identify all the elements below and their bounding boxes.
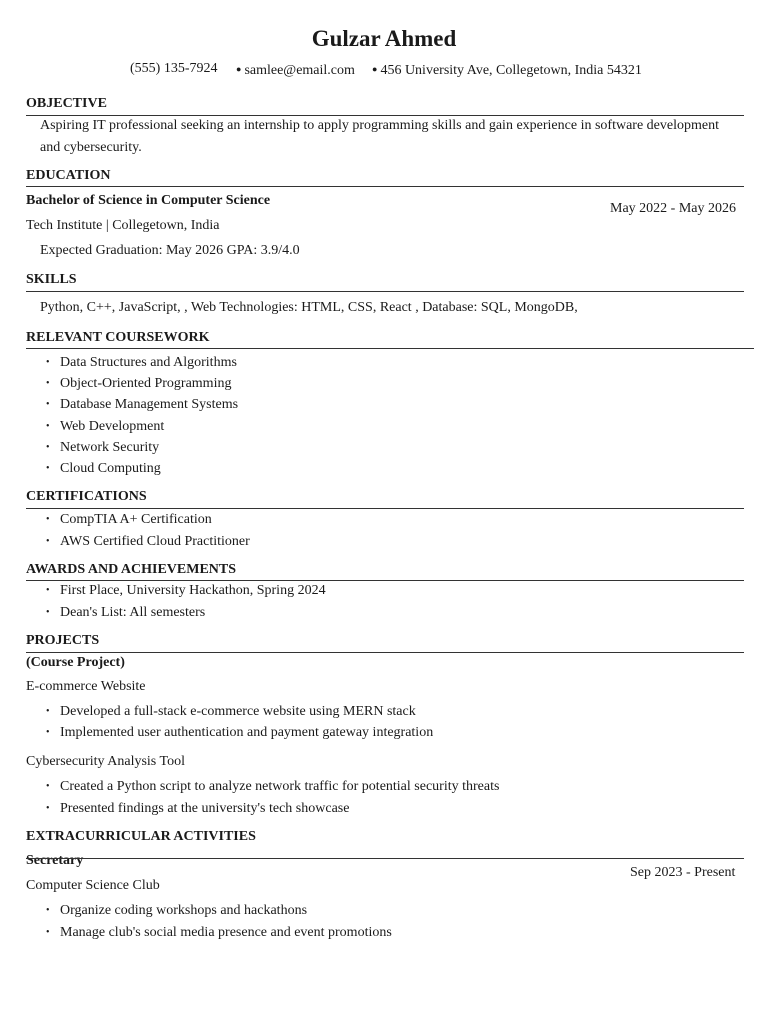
contact-email [236, 60, 355, 80]
list-item [46, 902, 307, 920]
education-degree: Bachelor of Science in Computer Science [26, 193, 271, 208]
project-bullet: Developed a full-stack e-commerce website using MERN stack [60, 704, 416, 719]
list-item [46, 354, 237, 372]
contact-address [372, 60, 642, 80]
coursework-item: Data Structures and Algorithms [60, 355, 237, 370]
list-item [46, 375, 231, 393]
section-divider [26, 508, 744, 509]
education-details [40, 242, 300, 260]
project-bullet: Implemented user authentication and payment gateway integration [60, 725, 434, 740]
bullet-icon: • [46, 585, 50, 596]
bullet-icon: • [46, 607, 50, 618]
bullet-icon: • [46, 536, 50, 547]
coursework-item: Network Security [60, 440, 160, 455]
project-bullet: Created a Python script to analyze network traffic for potential security threats [60, 779, 500, 794]
coursework-item: Cloud Computing [60, 461, 161, 476]
bullet-icon: • [46, 803, 50, 814]
resume-name: Gulzar Ahmed [311, 26, 457, 51]
section-heading-awards: AWARDS AND ACHIEVEMENTS [26, 562, 237, 577]
section-heading-skills: SKILLS [26, 272, 77, 287]
bullet-icon: • [46, 421, 50, 432]
certification-item: CompTIA A+ Certification [60, 512, 212, 527]
education-start-date: May 2022 [610, 201, 668, 216]
section-divider [26, 858, 744, 859]
list-item [46, 460, 161, 478]
bullet-dot-icon: ● [236, 64, 242, 74]
extracurricular-org: Computer Science Club [26, 878, 160, 893]
list-item [46, 724, 433, 742]
section-divider [26, 580, 744, 581]
coursework-item: Web Development [60, 419, 165, 434]
project-bullet: Presented findings at the university's tech showcase [60, 801, 350, 816]
section-divider [26, 186, 744, 187]
education-institution-line: Tech Institute | Collegetown, India [26, 218, 220, 233]
contact-phone: (555) 135-7924 [130, 61, 218, 76]
list-item [46, 703, 416, 721]
extracurricular-bullet: Organize coding workshops and hackathons [60, 903, 308, 918]
coursework-item: Database Management Systems [60, 397, 239, 412]
list-item [46, 418, 164, 436]
contact-email-text: samlee@email.com [244, 63, 355, 78]
education-location: Collegetown, India [112, 218, 220, 233]
bullet-icon: • [46, 463, 50, 474]
section-heading-coursework: RELEVANT COURSEWORK [26, 330, 210, 345]
extracurricular-bullet: Manage club's social media presence and event promotions [60, 925, 392, 940]
list-item [46, 396, 238, 414]
list-item [46, 778, 499, 796]
bullet-icon: • [46, 399, 50, 410]
list-item [46, 582, 326, 600]
section-heading-education: EDUCATION [26, 168, 111, 183]
bullet-icon: • [46, 927, 50, 938]
bullet-icon: • [46, 357, 50, 368]
section-divider [26, 291, 744, 292]
section-divider [26, 652, 744, 653]
bullet-icon: • [46, 378, 50, 389]
list-item [46, 924, 392, 942]
section-heading-extracurricular: EXTRACURRICULAR ACTIVITIES [26, 829, 256, 844]
extracurricular-start-date: Sep 2023 [630, 865, 683, 880]
projects-subtitle: (Course Project) [26, 655, 125, 670]
list-item [46, 533, 250, 551]
section-divider [26, 348, 754, 349]
list-item [46, 511, 212, 529]
coursework-item: Object-Oriented Programming [60, 376, 232, 391]
skills-text: Python, C++, JavaScript, , Web Technologies: HTML, CSS, React , Database: SQL, MongoDB, [40, 300, 578, 315]
section-heading-projects: PROJECTS [26, 633, 100, 648]
education-dates: May 2022 - May 2026 [610, 201, 737, 216]
section-heading-objective: OBJECTIVE [26, 96, 107, 111]
list-item [46, 439, 159, 457]
bullet-icon: • [46, 781, 50, 792]
bullet-icon: • [46, 727, 50, 738]
section-divider [26, 115, 744, 116]
award-item: Dean's List: All semesters [60, 605, 206, 620]
extracurricular-dates: Sep 2023 - Present [630, 865, 736, 880]
section-heading-certifications: CERTIFICATIONS [26, 489, 147, 504]
extracurricular-end-date: Present [694, 865, 736, 880]
list-item [46, 800, 349, 818]
education-end-date: May 2026 [678, 201, 737, 216]
objective-line-2: and cybersecurity. [40, 140, 142, 155]
list-item [46, 604, 205, 622]
education-institution: Tech Institute [26, 218, 103, 233]
contact-address-text: 456 University Ave, Collegetown, India 54321 [380, 63, 642, 78]
objective-line-1: Aspiring IT professional seeking an internship to apply programming skills and gain experience in software development [40, 118, 719, 133]
extracurricular-role: Secretary [26, 853, 84, 868]
bullet-icon: • [46, 706, 50, 717]
award-item: First Place, University Hackathon, Spring 2024 [60, 583, 326, 598]
bullet-icon: • [46, 442, 50, 453]
bullet-icon: • [46, 905, 50, 916]
bullet-dot-icon: ● [372, 64, 378, 74]
education-expected: Expected Graduation: May 2026 [40, 243, 224, 258]
certification-item: AWS Certified Cloud Practitioner [60, 534, 250, 549]
bullet-icon: • [46, 514, 50, 525]
project-name: Cybersecurity Analysis Tool [26, 754, 185, 769]
project-name: E-commerce Website [26, 679, 146, 694]
education-gpa: GPA: 3.9/4.0 [226, 243, 300, 258]
